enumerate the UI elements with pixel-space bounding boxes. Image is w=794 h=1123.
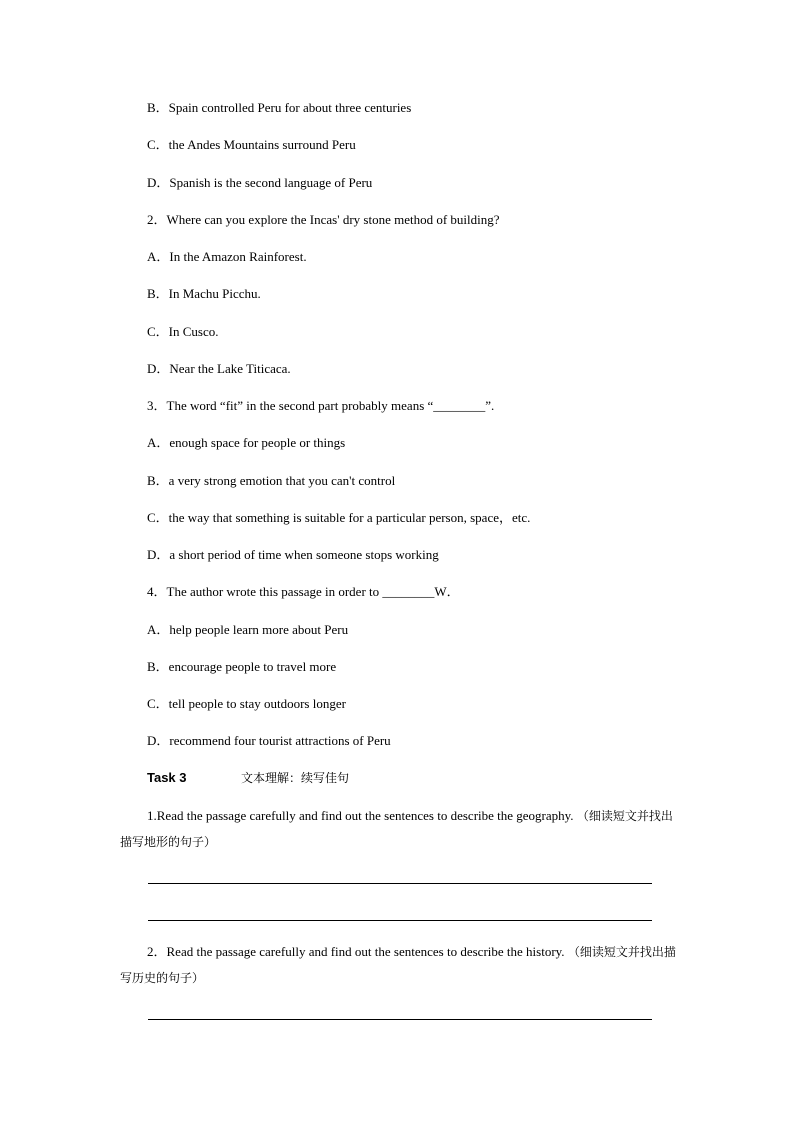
- task3-item-1-en: 1.Read the passage carefully and find out the sentences to describe the geography.: [147, 808, 577, 823]
- task3-item-2: [120, 939, 680, 991]
- q2-stem: 2．Where can you explore the Incas' dry stone method of building?: [147, 212, 500, 227]
- answer-line-2[interactable]: [148, 920, 652, 921]
- task3-item-1-cn: （细读短文并找出描写地形的句子）: [120, 809, 673, 849]
- q3-option-c: C．the way that something is suitable for a particular person, space，etc.: [147, 510, 531, 525]
- q3-option-d: D．a short period of time when someone stops working: [147, 547, 439, 562]
- task3-item-2-cn: （细读短文并找出描写历史的句子）: [120, 945, 676, 985]
- task3-label: Task 3: [147, 770, 187, 785]
- task3-item-2-en: 2．Read the passage carefully and find out the sentences to describe the history.: [147, 944, 568, 959]
- answer-line-1[interactable]: [148, 883, 652, 884]
- q3-option-a: A．enough space for people or things: [147, 435, 346, 450]
- task3-heading: [147, 770, 349, 786]
- q1-option-b: B．Spain controlled Peru for about three centuries: [147, 100, 412, 115]
- q4-option-b: B．encourage people to travel more: [147, 659, 337, 674]
- q3-option-b: B．a very strong emotion that you can't control: [147, 473, 396, 488]
- q2-option-d: D．Near the Lake Titicaca.: [147, 361, 291, 376]
- q4-option-a: A．help people learn more about Peru: [147, 622, 349, 637]
- q2-option-c: C．In Cusco.: [147, 324, 219, 339]
- q4-option-c: C．tell people to stay outdoors longer: [147, 696, 346, 711]
- task3-item-1: [120, 803, 680, 855]
- q1-option-d: D．Spanish is the second language of Peru: [147, 175, 373, 190]
- q2-option-a: A．In the Amazon Rainforest.: [147, 249, 307, 264]
- task3-title: 文本理解：续写佳句: [241, 771, 350, 785]
- q2-option-b: B．In Machu Picchu.: [147, 286, 261, 301]
- q4-option-d: D．recommend four tourist attractions of Peru: [147, 733, 391, 748]
- answer-line-3[interactable]: [148, 1019, 652, 1020]
- q3-stem: 3．The word “fit” in the second part probably means “________”.: [147, 398, 495, 413]
- q4-stem: 4．The author wrote this passage in order to ________W．: [147, 584, 460, 599]
- q1-option-c: C．the Andes Mountains surround Peru: [147, 137, 356, 152]
